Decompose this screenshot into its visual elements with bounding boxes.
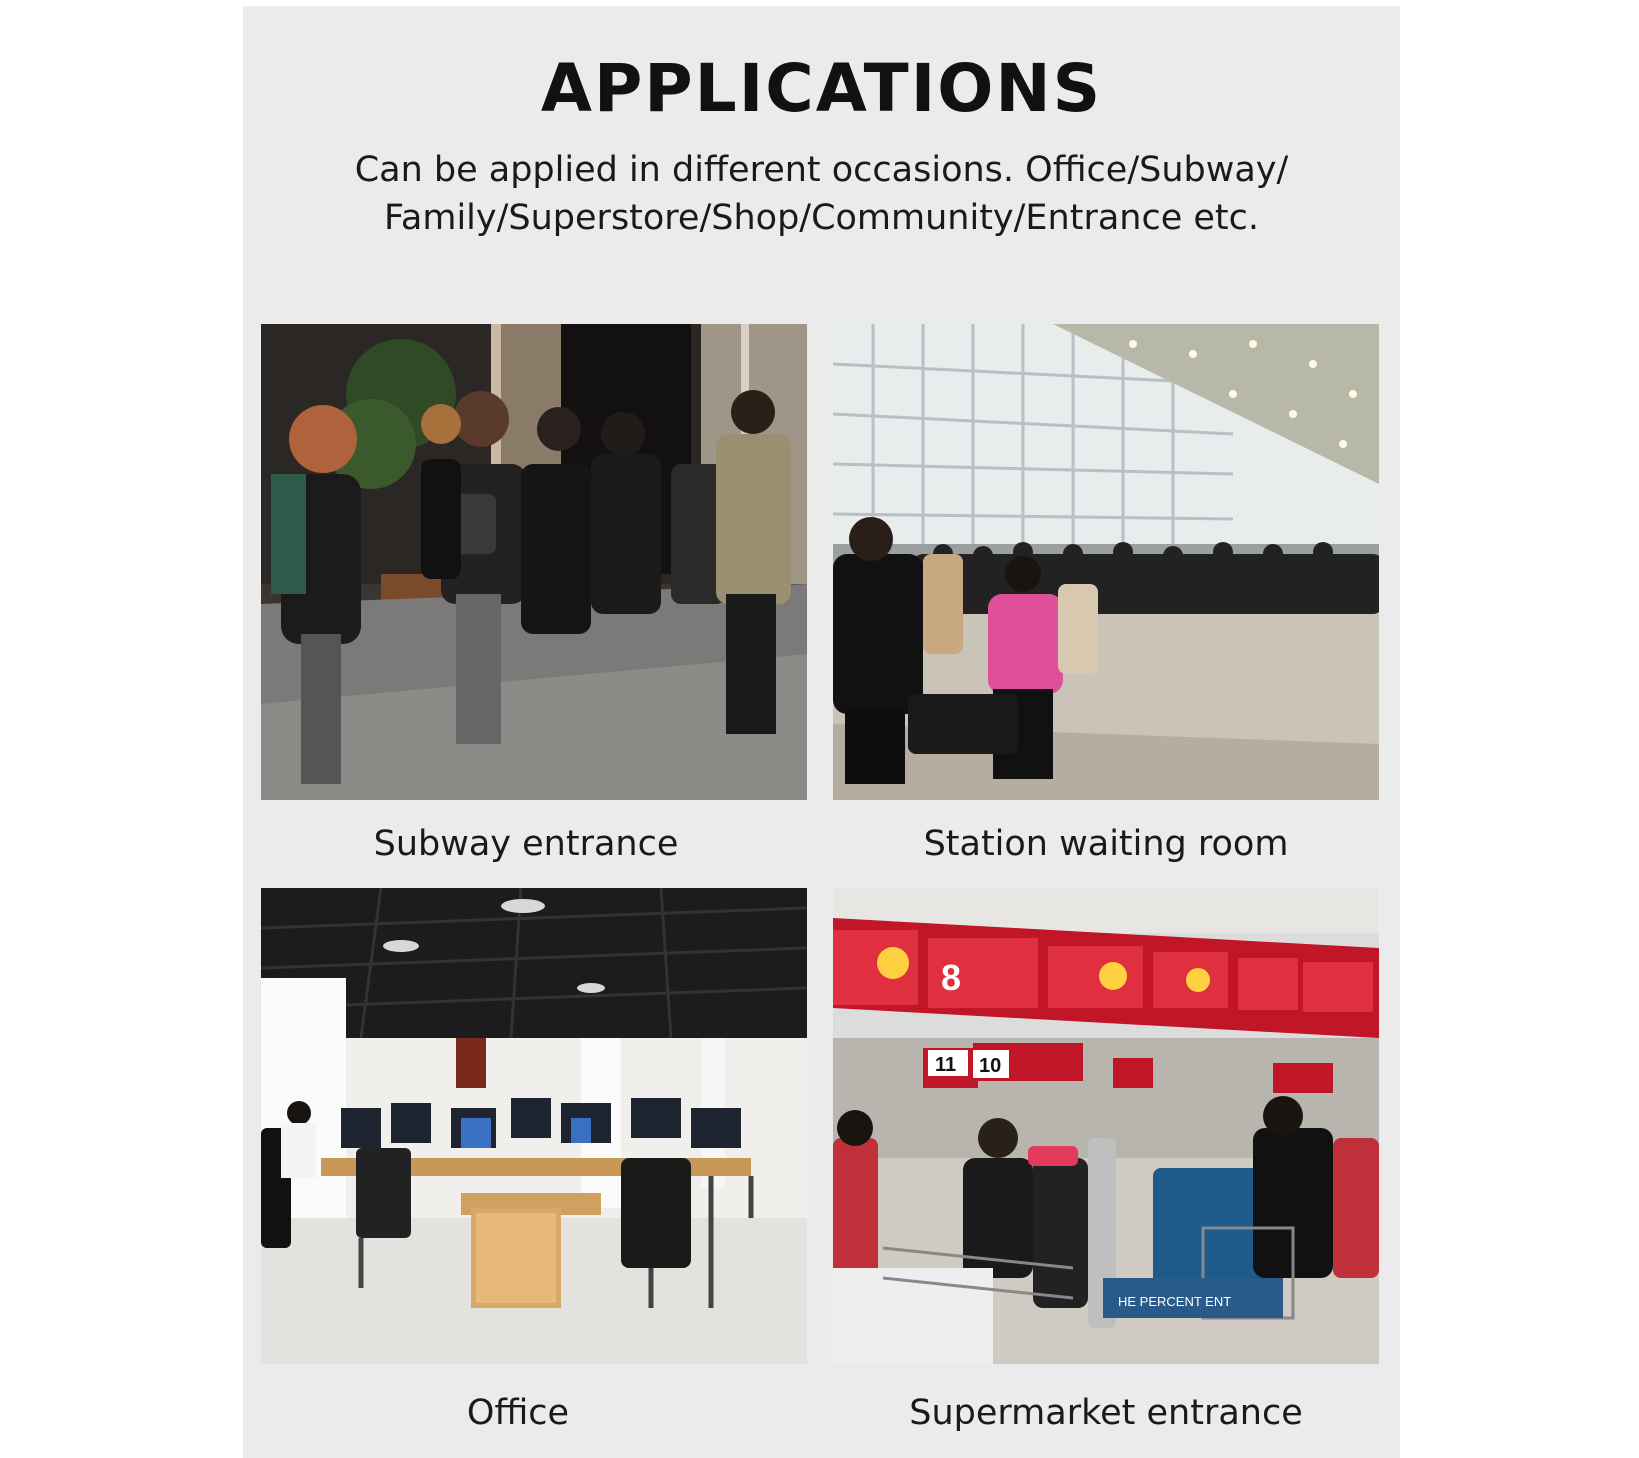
lane-11-sign: 11 xyxy=(935,1054,957,1076)
subtitle-line-2: Family/Superstore/Shop/Community/Entrance etc. xyxy=(383,198,1260,238)
page-title: APPLICATIONS xyxy=(540,50,1103,127)
promo-8-sign: 8 xyxy=(941,957,962,998)
subway-entrance-caption: Subway entrance xyxy=(373,824,679,864)
store-banner-text: HE PERCENT ENT xyxy=(1118,1294,1232,1309)
station-waiting-room-photo xyxy=(833,324,1379,800)
office-caption: Office xyxy=(466,1393,570,1433)
supermarket-entrance-photo xyxy=(833,888,1379,1364)
station-waiting-room-caption: Station waiting room xyxy=(923,824,1289,864)
subtitle-line-1: Can be applied in different occasions. Office/Subway/ xyxy=(354,150,1289,190)
supermarket-entrance-caption: Supermarket entrance xyxy=(909,1393,1303,1433)
office-photo xyxy=(261,888,807,1364)
page-subtitle xyxy=(243,146,1400,242)
applications-panel xyxy=(243,6,1400,1458)
lane-10-sign: 10 xyxy=(979,1055,1002,1077)
subway-entrance-photo xyxy=(261,324,807,800)
